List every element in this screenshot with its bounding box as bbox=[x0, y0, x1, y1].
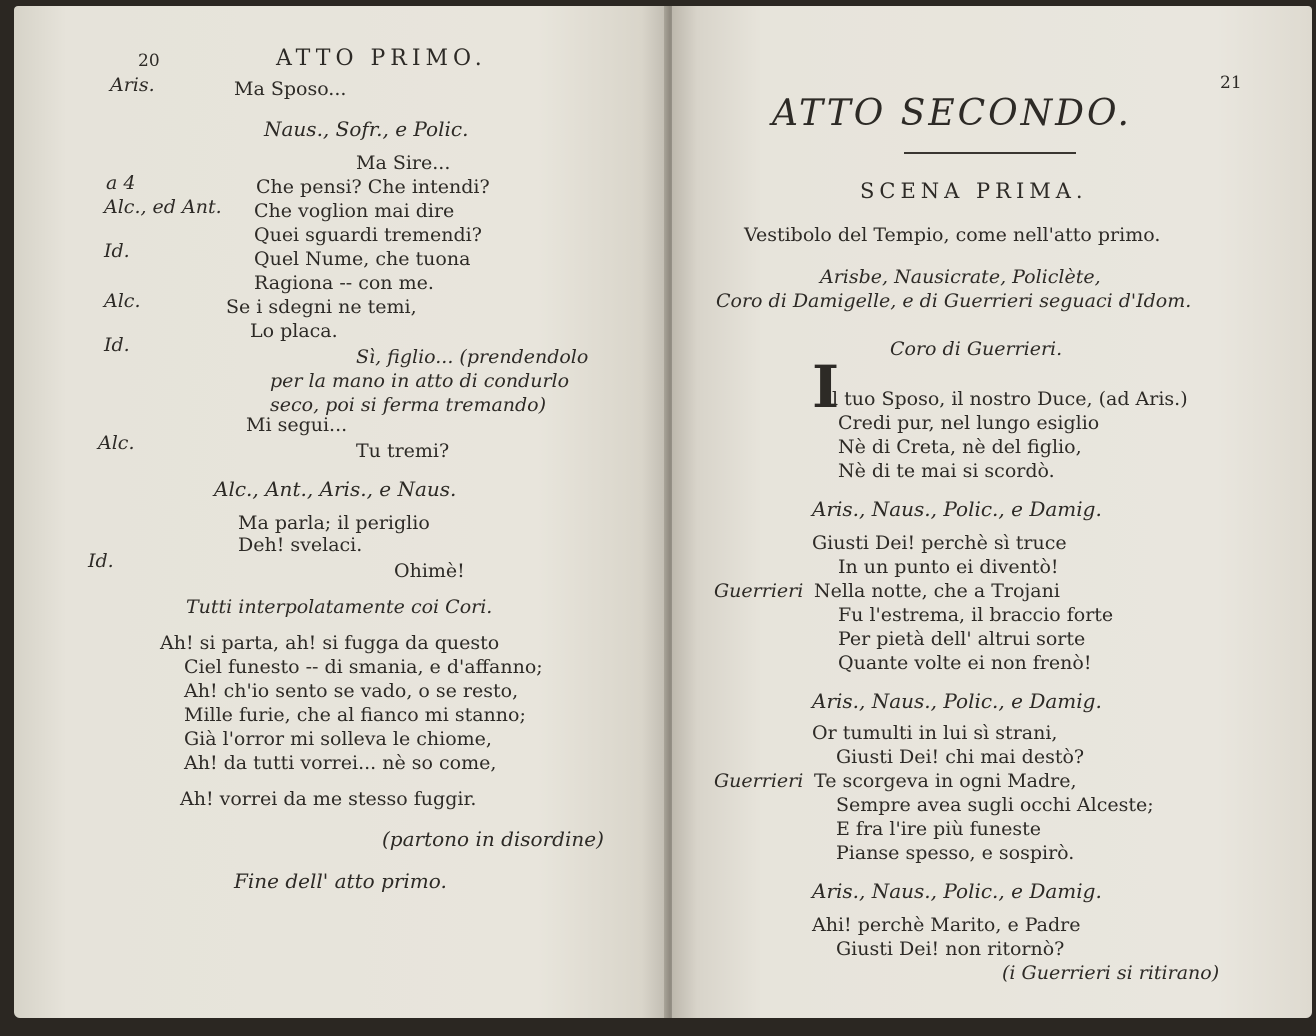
verse-line: Pianse spesso, e sospirò. bbox=[836, 842, 1075, 864]
verse-line: Ciel funesto -- di smania, e d'affanno; bbox=[184, 656, 543, 678]
right-page bbox=[672, 6, 1312, 1018]
verse-line: Ahi! perchè Marito, e Padre bbox=[812, 914, 1081, 936]
verse-line: Giusti Dei! chi mai destò? bbox=[836, 746, 1085, 768]
verse-line: Mille furie, che al fianco mi stanno; bbox=[184, 704, 526, 726]
title-rule bbox=[904, 152, 1076, 154]
verse-line: Sempre avea sugli occhi Alceste; bbox=[836, 794, 1154, 816]
act-title: ATTO SECONDO. bbox=[772, 93, 1132, 134]
verse-line: l tuo Sposo, il nostro Duce, (ad Aris.) bbox=[832, 388, 1188, 410]
verse-line: Nè di Creta, nè del figlio, bbox=[838, 436, 1082, 458]
speaker-label: Id. bbox=[104, 334, 130, 356]
verse-line: Ragiona -- con me. bbox=[254, 272, 434, 294]
scene-title: SCENA PRIMA. bbox=[860, 179, 1088, 203]
characters-line: Arisbe, Nausicrate, Policlète, bbox=[820, 266, 1101, 288]
page-number: 21 bbox=[1220, 73, 1242, 93]
verse-line: Nè di te mai si scordò. bbox=[838, 460, 1055, 482]
chorus-heading: Coro di Guerrieri. bbox=[890, 338, 1063, 360]
stage-direction: (i Guerrieri si ritirano) bbox=[1002, 962, 1220, 984]
verse-line: Sì, figlio... (prendendolo bbox=[356, 346, 589, 368]
verse-line: E fra l'ire più funeste bbox=[836, 818, 1042, 840]
left-page bbox=[14, 6, 668, 1018]
drop-cap: I bbox=[812, 353, 840, 421]
verse-line: Giusti Dei! non ritornò? bbox=[836, 938, 1065, 960]
verse-line: Ah! ch'io sento se vado, o se resto, bbox=[184, 680, 519, 702]
stage-direction: seco, poi si ferma tremando) bbox=[270, 394, 547, 416]
act-end: Fine dell' atto primo. bbox=[234, 869, 447, 893]
verse-line: Ah! da tutti vorrei... nè so come, bbox=[184, 752, 497, 774]
speaker-label: Id. bbox=[104, 240, 130, 262]
verse-line: Quel Nume, che tuona bbox=[254, 248, 471, 270]
stage-direction: (partono in disordine) bbox=[382, 827, 604, 851]
character-heading: Aris., Naus., Polic., e Damig. bbox=[812, 689, 1102, 713]
verse-line: Fu l'estrema, il braccio forte bbox=[838, 604, 1114, 626]
verse-line: Ah! si parta, ah! si fugga da questo bbox=[160, 632, 500, 654]
verse-line: Quante volte ei non frenò! bbox=[838, 652, 1092, 674]
page-number: 20 bbox=[138, 51, 160, 71]
speaker-label: Guerrieri bbox=[714, 770, 804, 792]
verse-line: Ah! vorrei da me stesso fuggir. bbox=[180, 788, 477, 810]
verse-line: Lo placa. bbox=[250, 320, 338, 342]
verse-line: Che pensi? Che intendi? bbox=[256, 176, 490, 198]
verse-line: Credi pur, nel lungo esiglio bbox=[838, 412, 1100, 434]
verse-line: Ohimè! bbox=[394, 560, 465, 582]
characters-line: Coro di Damigelle, e di Guerrieri seguaci d'Idom. bbox=[716, 290, 1192, 312]
verse-line: Che voglion mai dire bbox=[254, 200, 455, 222]
character-heading: Aris., Naus., Polic., e Damig. bbox=[812, 879, 1102, 903]
verse-line: Or tumulti in lui sì strani, bbox=[812, 722, 1058, 744]
verse-line: Ma Sposo... bbox=[234, 78, 347, 100]
verse-line: Giusti Dei! perchè sì truce bbox=[812, 532, 1067, 554]
verse-line: Se i sdegni ne temi, bbox=[226, 296, 417, 318]
character-heading: Alc., Ant., Aris., e Naus. bbox=[214, 477, 457, 501]
speaker-label: a 4 bbox=[106, 172, 136, 194]
verse-line: Quei sguardi tremendi? bbox=[254, 224, 482, 246]
speaker-label: Alc., ed Ant. bbox=[104, 196, 222, 218]
character-heading: Tutti interpolatamente coi Cori. bbox=[186, 596, 493, 618]
verse-line: Ma Sire... bbox=[356, 152, 451, 174]
verse-line: Deh! svelaci. bbox=[238, 534, 363, 556]
character-heading: Naus., Sofr., e Polic. bbox=[264, 117, 469, 141]
setting-line: Vestibolo del Tempio, come nell'atto primo. bbox=[744, 224, 1161, 246]
verse-line: Tu tremi? bbox=[356, 440, 450, 462]
running-head: ATTO PRIMO. bbox=[276, 46, 487, 71]
verse-line: In un punto ei diventò! bbox=[838, 556, 1059, 578]
character-heading: Aris., Naus., Polic., e Damig. bbox=[812, 497, 1102, 521]
verse-line: Nella notte, che a Trojani bbox=[814, 580, 1060, 602]
verse-line: Già l'orror mi solleva le chiome, bbox=[184, 728, 492, 750]
speaker-label: Alc. bbox=[98, 432, 135, 454]
speaker-label: Guerrieri bbox=[714, 580, 804, 602]
speaker-label: Aris. bbox=[110, 74, 155, 96]
verse-line: Mi segui... bbox=[246, 414, 348, 436]
verse-line: Te scorgeva in ogni Madre, bbox=[814, 770, 1077, 792]
verse-line: Per pietà dell' altrui sorte bbox=[838, 628, 1086, 650]
speaker-label: Id. bbox=[88, 550, 114, 572]
stage-direction: per la mano in atto di condurlo bbox=[270, 370, 570, 392]
speaker-label: Alc. bbox=[104, 290, 141, 312]
verse-line: Ma parla; il periglio bbox=[238, 512, 430, 534]
